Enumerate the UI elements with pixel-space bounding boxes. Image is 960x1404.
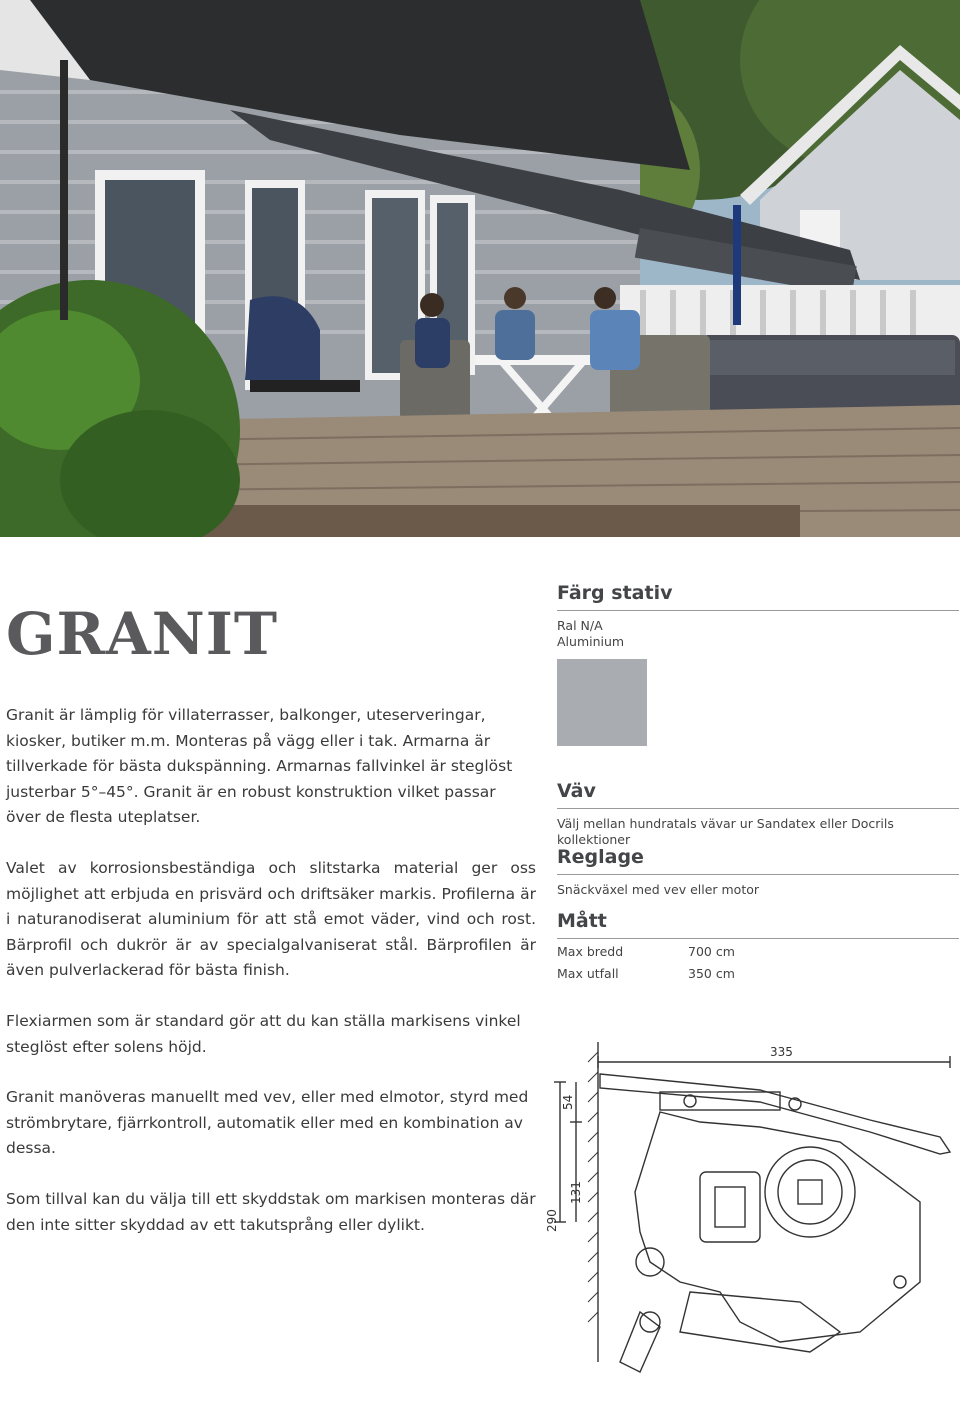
spec-fabric-text: Välj mellan hundratals vävar ur Sandatex eller Docrils kollektioner	[557, 816, 894, 847]
dimension-label: Max bredd	[557, 943, 624, 959]
spec-fabric-heading: Väv	[557, 780, 959, 809]
dimension-value: 350 cm	[688, 965, 735, 981]
spec-control-heading: Reglage	[557, 846, 959, 875]
hero-photo	[0, 0, 960, 537]
dim-top-label: 54	[561, 1094, 575, 1110]
spec-dimensions	[557, 910, 959, 939]
spec-color-heading: Färg stativ	[557, 582, 959, 611]
page-title: GRANIT	[6, 600, 279, 668]
spec-color	[557, 582, 959, 650]
bracket-drawing	[540, 1032, 960, 1404]
paragraph-operation: Granit manöveras manuellt med vev, eller med elmotor, styrd med strömbrytare, fjärrkontroll, automatik eller med en kombination av dessa.	[6, 1088, 529, 1158]
spec-color-ral: Ral N/A	[557, 618, 603, 633]
paragraph-materials: Valet av korrosionsbeständiga och slitstarka material ger oss möjlighet att erbjuda en prisvärd och driftsäker markis. Profilerna är i naturanodiserat aluminium för att stå emot väder, vind och rost. Bärprofil och dukrör är av specialgalvaniserat stål. Bärprofilen är även pulverlackerad för bästa finish.	[6, 858, 536, 980]
dim-total-label: 290	[545, 1209, 559, 1232]
technical-drawing	[540, 1032, 960, 1404]
dimensions-table	[557, 940, 857, 984]
paragraph-intro: Granit är lämplig för villaterrasser, balkonger, uteserveringar, kiosker, butiker m.m. Monteras på vägg eller i tak. Armarna är tillverkade för bästa dukspänning. Armarnas fallvinkel är steglöst justerbar 5°–45°. Granit är en robust konstruktion vilket passar över de flesta uteplatser.	[6, 706, 513, 827]
color-swatch	[557, 659, 647, 746]
dimension-row	[557, 940, 857, 962]
paragraph-flexiarm: Flexiarmen som är standard gör att du kan ställa markisens vinkel steglöst efter solens höjd.	[6, 1011, 521, 1056]
hero-illustration	[0, 0, 960, 537]
spec-control	[557, 846, 959, 898]
body-text	[6, 703, 536, 1263]
dimension-row	[557, 962, 857, 984]
spec-fabric	[557, 780, 959, 848]
spec-control-text: Snäckväxel med vev eller motor	[557, 882, 760, 897]
paragraph-option: Som tillval kan du välja till ett skyddstak om markisen monteras där den inte sitter skyddad av ett takutsprång eller dylikt.	[6, 1189, 536, 1234]
dimension-label: Max utfall	[557, 965, 619, 981]
dimension-value: 700 cm	[688, 943, 735, 959]
spec-dimensions-heading: Mått	[557, 910, 959, 939]
dim-width-label: 335	[770, 1045, 793, 1059]
spec-color-material: Aluminium	[557, 634, 625, 649]
dim-mid-label: 131	[569, 1181, 583, 1204]
